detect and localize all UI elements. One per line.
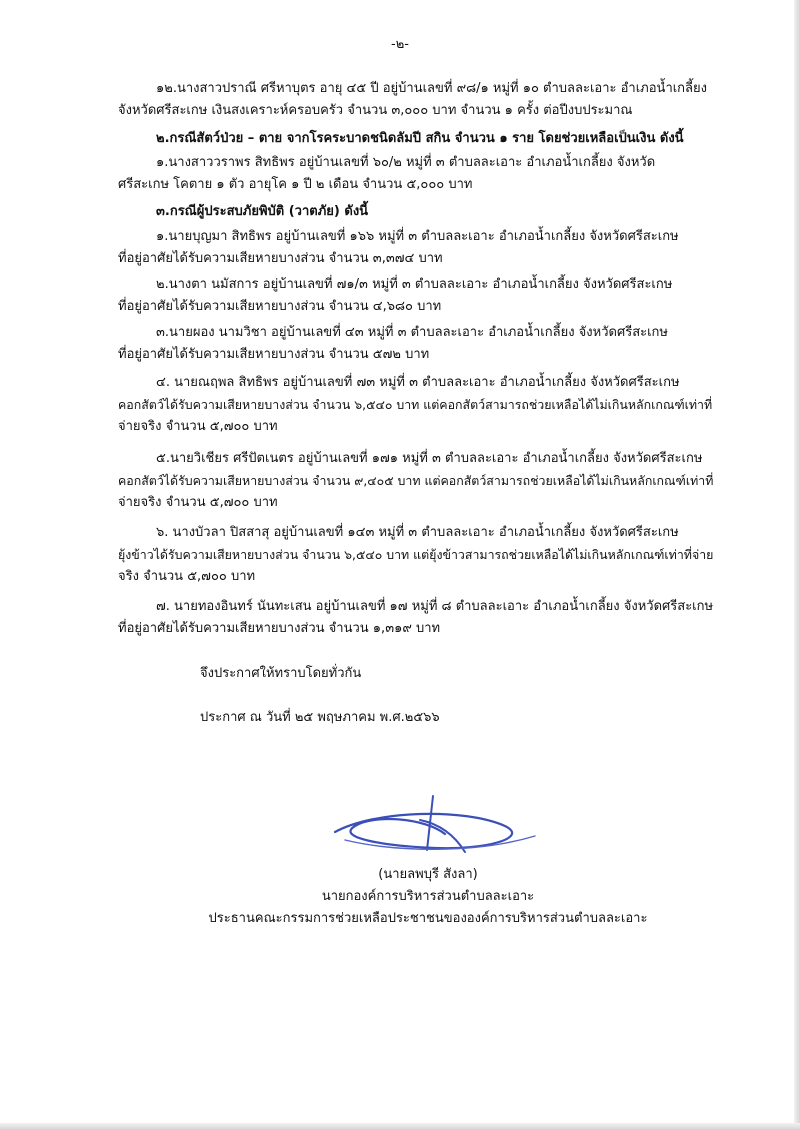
paragraph-line: ๕.นายวิเชียร ศรีปัตเนตร อยู่บ้านเลขที่ ๑๗๑ หมู่ที่ ๓ ตำบลละเอาะ อำเภอน้ำเกลี้ยง จังหวัดศรีสะเกษ [156,451,703,466]
announcement-date: ประกาศ ณ วันที่ ๒๕ พฤษภาคม พ.ศ.๒๕๖๖ [200,710,440,725]
paragraph-line: คอกสัตว์ได้รับความเสียหายบางส่วน จำนวน ๙,๔๐๕ บาท แต่คอกสัตว์สามารถช่วยเหลือได้ไม่เกินหลักเกณฑ์เท่าที่ [118,473,714,488]
page-edge [794,0,800,1129]
paragraph-line: ที่อยู่อาศัยได้รับความเสียหายบางส่วน จำนวน ๓,๓๗๔ บาท [118,251,443,266]
list-item [118,322,738,366]
paragraph-line: ๑๒.นางสาวปราณี ศรีหาบุตร อายุ ๔๕ ปี อยู่บ้านเลขที่ ๙๘/๑ หมู่ที่ ๑๐ ตำบลละเอาะ อำเภอน้ำเกลี้ยง [156,81,707,96]
section-heading-3: ๓.กรณีผู้ประสบภัยพิบัติ (วาตภัย) ดังนี้ [156,204,369,219]
signer-name: (นายลพบุรี สังลา) [378,867,478,882]
list-item [118,274,738,318]
section-heading-2: ๒.กรณีสัตว์ป่วย – ตาย จากโรคระบาดชนิดลัมปี สกิน จำนวน ๑ ราย โดยช่วยเหลือเป็นเงิน ดังนี้ [156,131,684,146]
list-item [118,372,738,438]
paragraph-line: จริง จำนวน ๕,๗๐๐ บาท [118,569,256,584]
list-item [118,78,738,122]
paragraph-line: ๗. นายทองอินทร์ นันทะเสน อยู่บ้านเลขที่ ๑๗ หมู่ที่ ๘ ตำบลละเอาะ อำเภอน้ำเกลี้ยง จังหวัดศรีสะเกษ [156,599,714,614]
paragraph-line: คอกสัตว์ได้รับความเสียหายบางส่วน จำนวน ๖,๕๔๐ บาท แต่คอกสัตว์สามารถช่วยเหลือได้ไม่เกินหลักเกณฑ์เท่าที่ [118,397,713,412]
paragraph-line: ๖. นางบัวลา ปิสสาสุ อยู่บ้านเลขที่ ๑๔๓ หมู่ที่ ๓ ตำบลละเอาะ อำเภอน้ำเกลี้ยง จังหวัดศรีสะเกษ [156,525,679,540]
paragraph-line: จังหวัดศรีสะเกษ เงินสงเคราะห์ครอบครัว จำนวน ๓,๐๐๐ บาท จำนวน ๑ ครั้ง ต่อปีงบประมาณ [118,103,633,118]
signer-position: นายกองค์การบริหารส่วนตำบลละเอาะ [321,889,535,904]
paragraph-line: ที่อยู่อาศัยได้รับความเสียหายบางส่วน จำนวน ๔,๖๘๐ บาท [118,299,442,314]
list-item [118,226,738,270]
list-item [118,448,738,514]
page-number: -๒- [391,37,409,52]
list-item [118,152,738,196]
list-item [118,596,738,640]
paragraph-line: ศรีสะเกษ โคตาย ๑ ตัว อายุโค ๑ ปี ๒ เดือน จำนวน ๕,๐๐๐ บาท [118,177,473,192]
paragraph-line: จ่ายจริง จำนวน ๕,๗๐๐ บาท [118,495,278,510]
paragraph-line: ยุ้งข้าวได้รับความเสียหายบางส่วน จำนวน ๖,๕๔๐ บาท แต่ยุ้งข้าวสามารถช่วยเหลือได้ไม่เกินหลักเกณฑ์เท่าที่จ่าย [118,547,714,562]
paragraph-line: ๔. นายณฤพล สิทธิพร อยู่บ้านเลขที่ ๗๓ หมู่ที่ ๓ ตำบลละเอาะ อำเภอน้ำเกลี้ยง จังหวัดศรีสะเกษ [156,375,680,390]
page-edge [0,1123,800,1129]
list-item [118,522,738,588]
paragraph-line: ๒.นางตา นมัสการ อยู่บ้านเลขที่ ๗๑/๓ หมู่ที่ ๓ ตำบลละเอาะ อำเภอน้ำเกลี้ยง จังหวัดศรีสะเกษ [156,277,673,292]
signer-role: ประธานคณะกรรมการช่วยเหลือประชาชนขององค์การบริหารส่วนตำบลละเอาะ [208,911,648,926]
closing-statement: จึงประกาศให้ทราบโดยทั่วกัน [200,666,362,681]
paragraph-line: ที่อยู่อาศัยได้รับความเสียหายบางส่วน จำนวน ๑,๓๑๙ บาท [118,621,441,636]
signature-image [315,790,550,860]
paragraph-line: ๑.นายบุญมา สิทธิพร อยู่บ้านเลขที่ ๑๖๖ หมู่ที่ ๓ ตำบลละเอาะ อำเภอน้ำเกลี้ยง จังหวัดศรีสะเกษ [156,229,679,244]
paragraph-line: ที่อยู่อาศัยได้รับความเสียหายบางส่วน จำนวน ๕๗๒ บาท [118,347,430,362]
paragraph-line: ๓.นายผอง นามวิชา อยู่บ้านเลขที่ ๔๓ หมู่ที่ ๓ ตำบลละเอาะ อำเภอน้ำเกลี้ยง จังหวัดศรีสะเกษ [156,325,668,340]
paragraph-line: ๑.นางสาววราพร สิทธิพร อยู่บ้านเลขที่ ๖๐/๒ หมู่ที่ ๓ ตำบลละเอาะ อำเภอน้ำเกลี้ยง จังหวัด [156,155,656,170]
paragraph-line: จ่ายจริง จำนวน ๕,๗๐๐ บาท [118,419,278,434]
